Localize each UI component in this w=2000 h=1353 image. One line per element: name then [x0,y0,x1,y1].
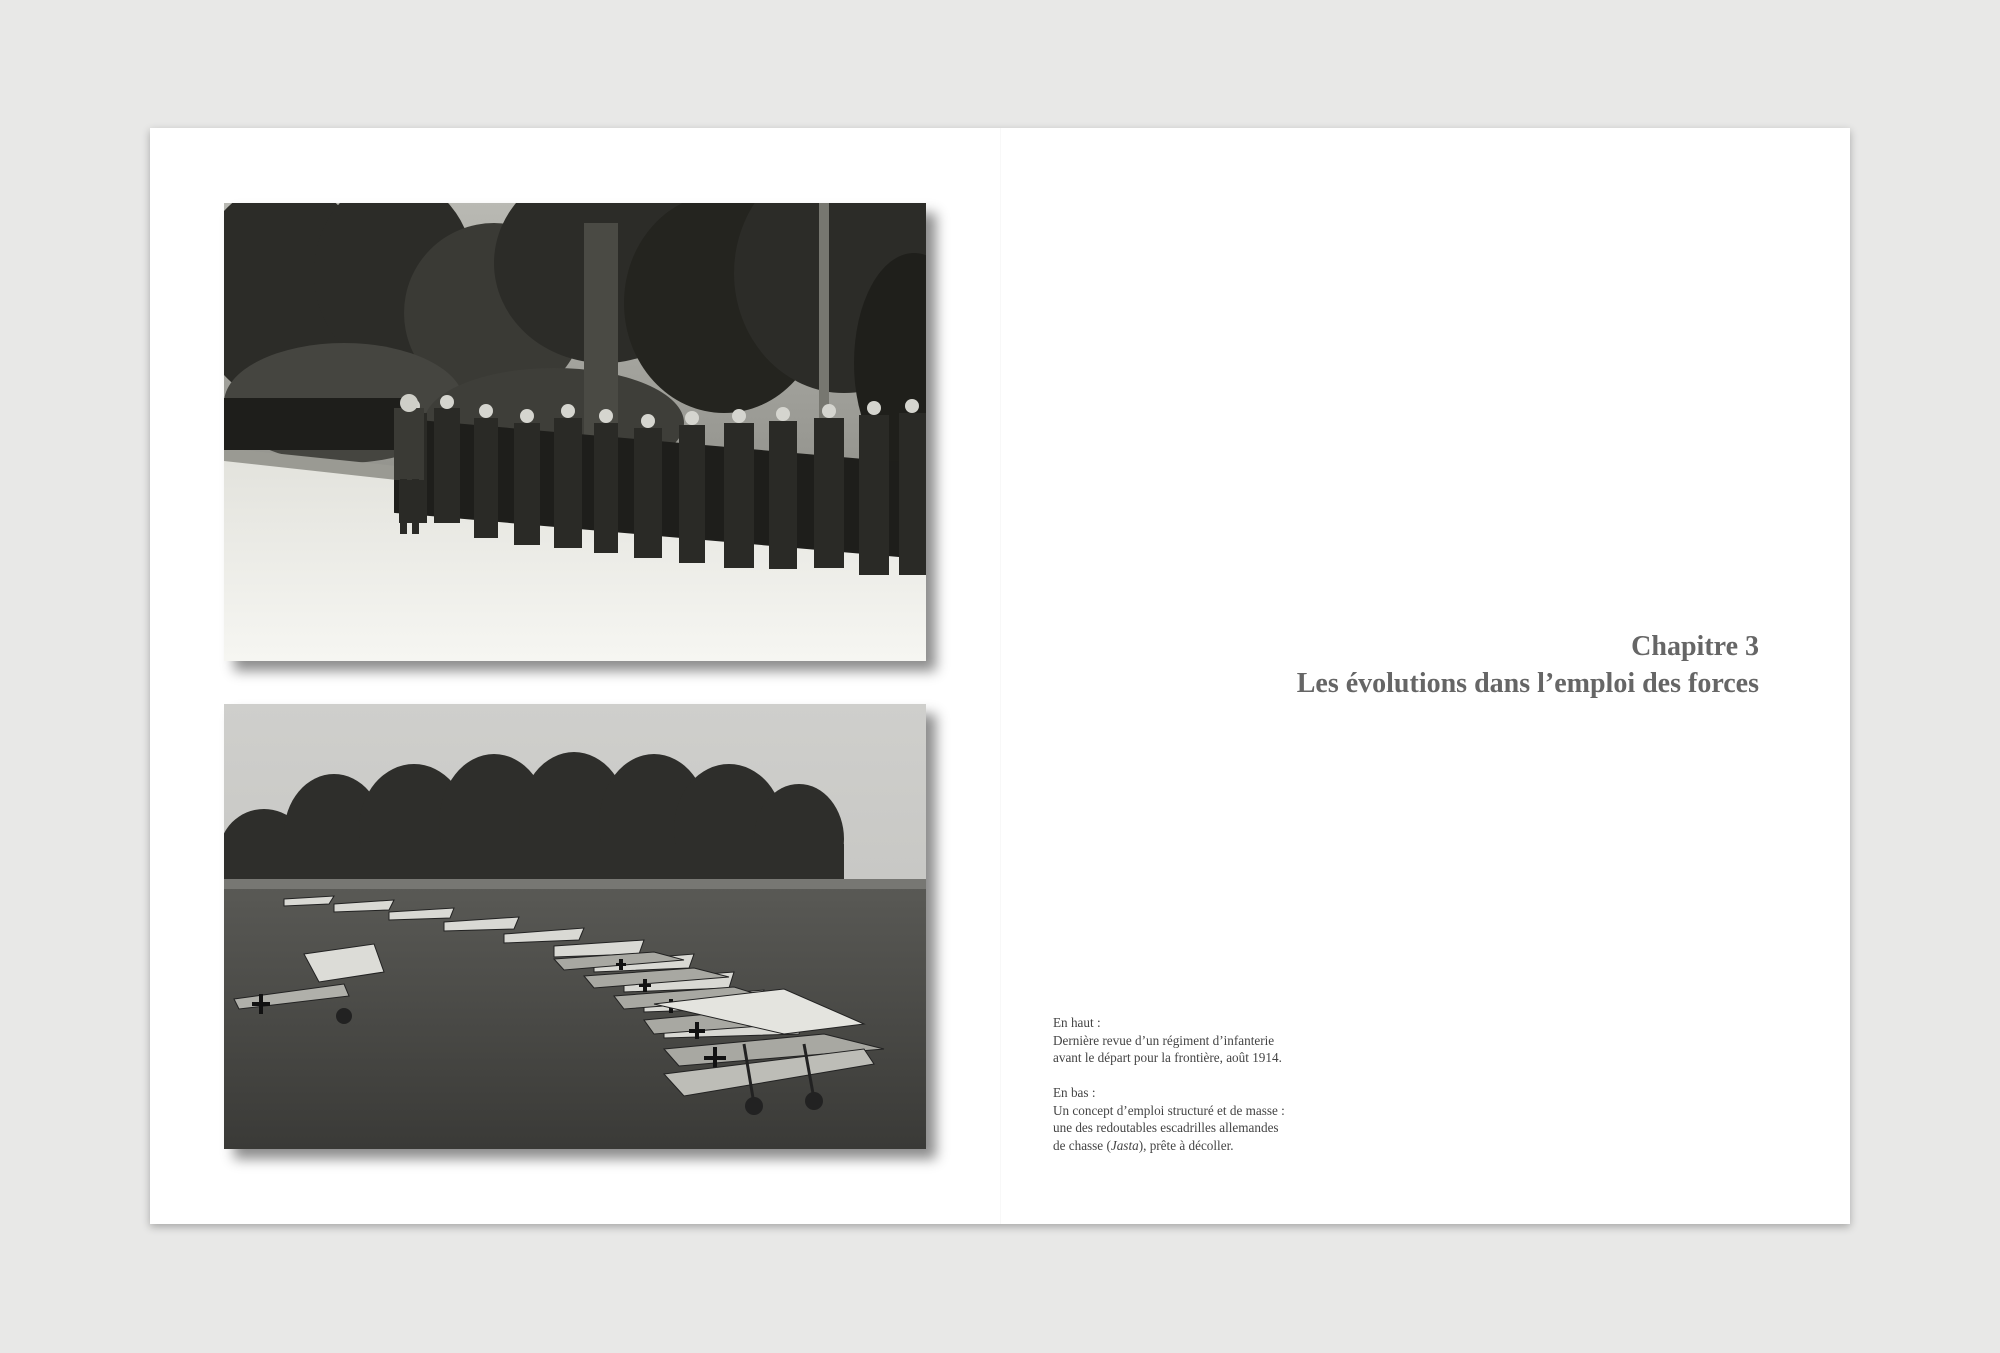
caption-top [1053,1014,1413,1067]
book-spread [150,128,1850,1224]
infantry-review-image [224,203,926,661]
caption-top-line1: Dernière revue d’un régiment d’infanterie [1053,1032,1275,1048]
caption-top-heading: En haut : [1053,1015,1101,1030]
page-gutter [1000,128,1001,1224]
caption-bottom-line3-post: ), prête à décoller. [1138,1137,1234,1153]
caption-bottom-line3-pre: de chasse ( [1053,1137,1111,1153]
caption-bottom-line3-italic: Jasta [1110,1137,1139,1153]
chapter-heading [1059,628,1759,702]
chapter-number: Chapitre 3 [1631,631,1759,662]
caption-bottom-heading: En bas : [1053,1085,1096,1100]
squadron-photo [224,704,926,1149]
caption-bottom-line1: Un concept d’emploi structuré et de masse : [1053,1102,1285,1118]
squadron-image [224,704,926,1149]
caption-top-line2: avant le départ pour la frontière, août 1914. [1053,1050,1282,1065]
caption-bottom-line3 [1053,1137,1413,1155]
caption-bottom [1053,1084,1413,1154]
infantry-review-photo [224,203,926,661]
chapter-title: Les évolutions dans l’emploi des forces [1296,668,1759,699]
photo-captions [1053,1014,1413,1172]
caption-bottom-line2: une des redoutables escadrilles allemandes [1053,1120,1279,1135]
